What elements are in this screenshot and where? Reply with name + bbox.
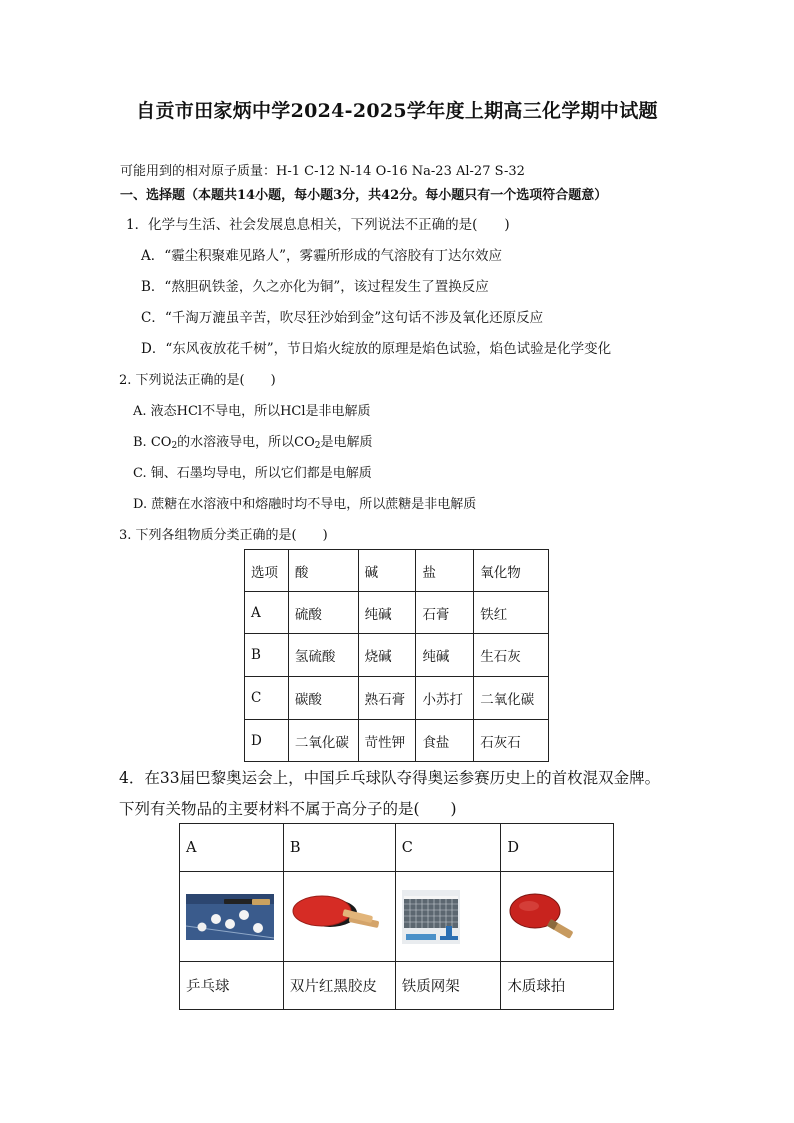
option-letter-cell: B — [283, 824, 395, 872]
table-cell: 烧碱 — [358, 634, 416, 677]
table-cell: B — [245, 634, 289, 677]
table-row — [245, 677, 549, 720]
table-cell: 生石灰 — [474, 634, 549, 677]
equipment-table — [179, 823, 614, 1010]
item-name-cell: 双片红黑胶皮 — [283, 962, 395, 1010]
image-row — [180, 872, 614, 962]
table-cell: 纯碱 — [416, 634, 474, 677]
table-cell: 石灰石 — [474, 720, 549, 762]
table-header-row — [180, 824, 614, 872]
table-cell: C — [245, 677, 289, 720]
q4-stem-line2: 下列有关物品的主要材料不属于高分子的是( ) — [119, 800, 457, 818]
q2-option-d: D. 蔗糖在水溶液中和熔融时均不导电，所以蔗糖是非电解质 — [133, 497, 477, 512]
section-heading: 一、选择题（本题共14小题，每小题3分，共42分。每小题只有一个选项符合题意） — [120, 188, 608, 203]
q1-option-a: A．“霾尘积聚难见路人”，雾霾所形成的气溶胶有丁达尔效应 — [141, 248, 503, 264]
q2-stem: 2. 下列说法正确的是( ) — [119, 373, 276, 388]
table-header-cell: 氧化物 — [474, 550, 549, 592]
table-cell: 氢硫酸 — [288, 634, 358, 677]
table-row — [180, 962, 614, 1010]
option-letter-cell: D — [501, 824, 614, 872]
table-row — [245, 634, 549, 677]
table-row — [245, 720, 549, 762]
table-cell: 纯碱 — [358, 592, 416, 634]
item-name-cell: 木质球拍 — [501, 962, 614, 1010]
atomic-masses: 可能用到的相对原子质量：H-1 C-12 N-14 O-16 Na-23 Al-27 S-32 — [120, 164, 525, 179]
table-cell: A — [245, 592, 289, 634]
table-cell: 熟石膏 — [358, 677, 416, 720]
option-letter-cell: A — [180, 824, 284, 872]
iron-net-frame-image — [402, 890, 460, 944]
table-header-row — [245, 550, 549, 592]
classification-table — [244, 549, 549, 762]
table-cell: 二氧化碳 — [474, 677, 549, 720]
image-cell — [501, 872, 614, 962]
q2-option-a: A. 液态HCl不导电，所以HCl是非电解质 — [133, 404, 371, 419]
table-cell: 小苏打 — [416, 677, 474, 720]
table-cell: 石膏 — [416, 592, 474, 634]
q4-stem-line1: 4．在33届巴黎奥运会上，中国乒乓球队夺得奥运参赛历史上的首枚混双金牌。 — [119, 769, 661, 787]
table-cell: 二氧化碳 — [288, 720, 358, 762]
q2-option-b: B. $CO_2$的水溶液导电，所以$CO_2$是电解质 — [133, 435, 373, 451]
q1-option-c: C．“千淘万漉虽辛苦，吹尽狂沙始到金”这句话不涉及氧化还原反应 — [141, 310, 544, 326]
table-cell: 铁红 — [474, 592, 549, 634]
option-letter-cell: C — [395, 824, 501, 872]
ping-pong-balls-image — [186, 894, 274, 940]
q1-stem: 1．化学与生活、社会发展息息相关，下列说法不正确的是( ) — [126, 217, 510, 233]
table-cell: 碳酸 — [288, 677, 358, 720]
table-row — [245, 592, 549, 634]
table-header-cell: 碱 — [358, 550, 416, 592]
image-cell — [180, 872, 284, 962]
image-cell — [283, 872, 395, 962]
table-header-cell: 酸 — [288, 550, 358, 592]
item-name-cell: 乒乓球 — [180, 962, 284, 1010]
wooden-paddle-image — [507, 891, 581, 943]
table-header-cell: 盐 — [416, 550, 474, 592]
table-header-cell: 选项 — [245, 550, 289, 592]
page-title: 自贡市田家炳中学2024-2025学年度上期高三化学期中试题 — [136, 100, 658, 122]
table-cell: 食盐 — [416, 720, 474, 762]
q1-option-d: D．“东风夜放花千树”，节日焰火绽放的原理是焰色试验，焰色试验是化学变化 — [141, 341, 612, 357]
table-cell: 苛性钾 — [358, 720, 416, 762]
table-cell: D — [245, 720, 289, 762]
q3-stem: 3. 下列各组物质分类正确的是( ) — [119, 528, 328, 543]
q1-option-b: B．“熬胆矾铁釜，久之亦化为铜”，该过程发生了置换反应 — [141, 279, 489, 295]
table-cell: 硫酸 — [288, 592, 358, 634]
item-name-cell: 铁质网架 — [395, 962, 501, 1010]
q2-option-c: C. 铜、石墨均导电，所以它们都是电解质 — [133, 466, 372, 481]
image-cell — [395, 872, 501, 962]
red-black-paddles-image — [290, 893, 384, 941]
